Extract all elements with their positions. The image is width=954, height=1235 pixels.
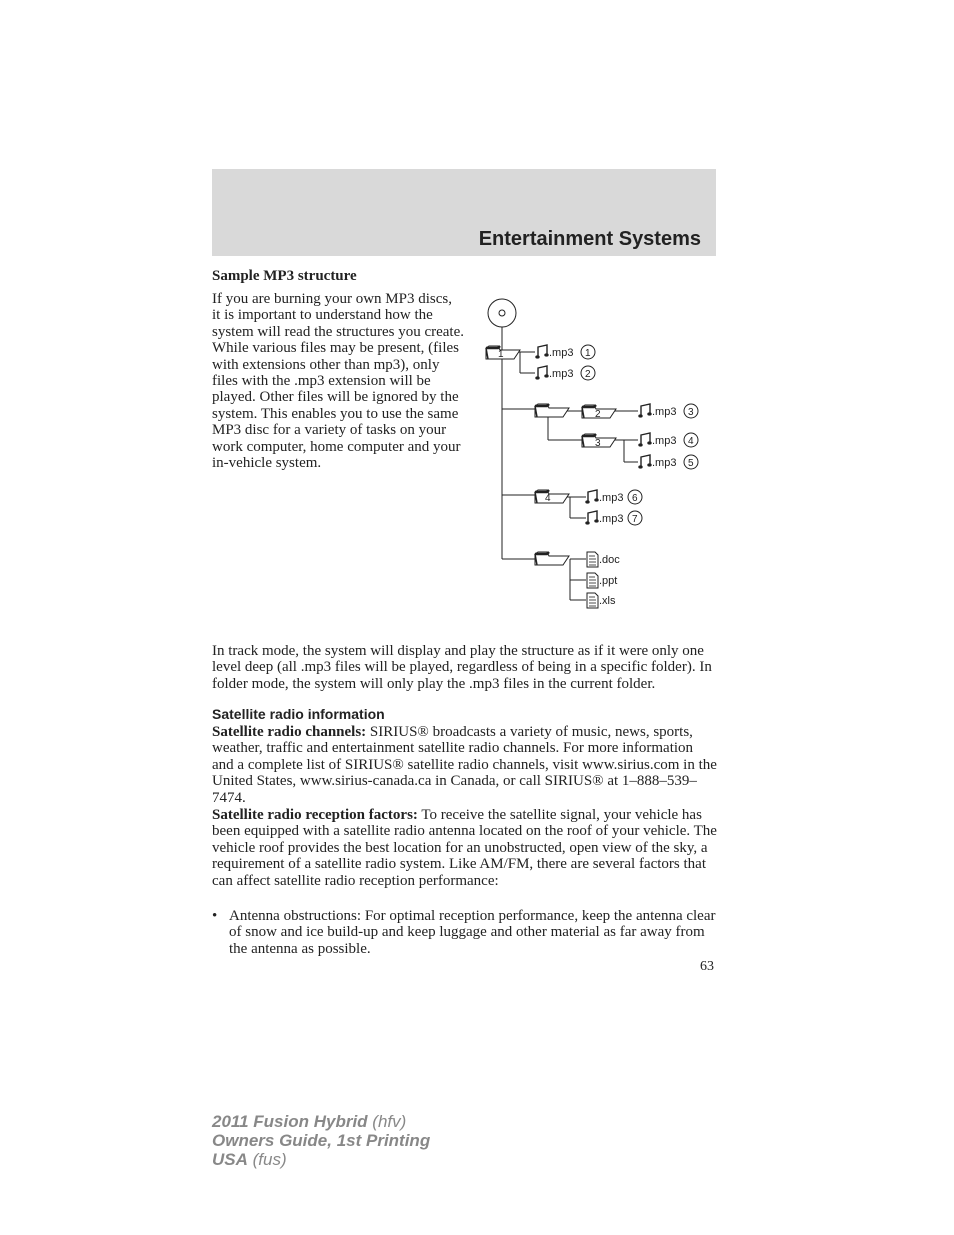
satellite-channels-paragraph (212, 724, 718, 806)
file-ext: .mp3 (549, 347, 574, 359)
intro-paragraph: If you are burning your own MP3 discs, it is important to understand how the system will read the structures you create. While various files may be present, (files with extensions other than mp3), only files with the .mp3 extension will be played. Other files will be ignored by the system. This enables you to use the same MP3 disc for a variety of tasks on your work computer, home computer and your in-vehicle system. (212, 291, 464, 472)
footer-model-code: (hfv) (367, 1112, 407, 1131)
file-number: 1 (585, 348, 591, 359)
folder-label-3: 3 (595, 438, 601, 449)
footer-line-1 (212, 1112, 430, 1131)
mp3-structure-diagram (478, 290, 718, 620)
file-ext: .mp3 (599, 492, 624, 504)
folder-label-2: 2 (595, 409, 601, 420)
bullet-dot: • (212, 908, 218, 924)
folder-icon (535, 404, 569, 417)
file-ext: .mp3 (652, 435, 677, 447)
satellite-heading: Satellite radio information (212, 706, 385, 722)
footer-line-2 (212, 1131, 430, 1150)
doc-ext: .xls (599, 595, 616, 607)
file-ext: .mp3 (549, 368, 574, 380)
satellite-reception-paragraph (212, 807, 718, 889)
file-ext: .mp3 (652, 406, 677, 418)
sample-mp3-heading: Sample MP3 structure (212, 268, 357, 284)
file-number: 6 (632, 493, 638, 504)
footer (212, 1112, 430, 1169)
page-section-title: Entertainment Systems (478, 228, 701, 250)
footer-market: USA (212, 1150, 248, 1169)
file-number: 3 (688, 407, 694, 418)
bullet-text: Antenna obstructions: For optimal reception performance, keep the antenna clear of snow and ice build-up and keep luggage and other material as far away from the antenna as possible. (229, 908, 716, 957)
footer-line-3 (212, 1150, 430, 1169)
satellite-channels-label: Satellite radio channels: (212, 724, 367, 740)
folder-label-1: 1 (498, 349, 504, 360)
music-note-icon (535, 345, 548, 359)
music-note-icon (638, 455, 651, 469)
file-number: 7 (632, 514, 638, 525)
header-band (212, 169, 716, 256)
doc-ext: .doc (599, 554, 620, 566)
track-mode-paragraph: In track mode, the system will display and play the structure as if it were only one level deep (all .mp3 files will be played, regardless of being in a specific folder). In folder mode, the system will only play the .mp3 files in the current folder. (212, 643, 712, 692)
document-icon (587, 593, 598, 608)
footer-guide: Owners Guide, 1st Printing (212, 1131, 431, 1150)
music-note-icon (638, 404, 651, 418)
satellite-channels-text: SIRIUS® broadcasts a variety of music, news, sports, weather, traffic and entertainment satellite radio channels. For more information and a complete list of SIRIUS® satellite radio channels, visit www.sirius.com in the United States, www.sirius-canada.ca in Canada, or call SIRIUS® at 1–888–539–7474. (212, 724, 717, 806)
satellite-reception-label: Satellite radio reception factors: (212, 807, 418, 823)
music-note-icon (585, 511, 598, 525)
footer-model: 2011 Fusion Hybrid (212, 1112, 368, 1131)
folder-icon (535, 490, 569, 503)
file-number: 4 (688, 436, 694, 447)
satellite-reception-text: To receive the satellite signal, your vehicle has been equipped with a satellite radio antenna located on the roof of your vehicle. The vehicle roof provides the best location for an unobstructed, open view of the sky, a requirement of a satellite radio system. Like AM/FM, there are several factors that can affect satellite radio reception performance: (212, 807, 717, 889)
document-icon (587, 573, 598, 588)
music-note-icon (638, 433, 651, 447)
disc-icon (488, 299, 516, 327)
music-note-icon (535, 366, 548, 380)
file-ext: .mp3 (652, 457, 677, 469)
folder-icon (535, 552, 569, 565)
music-note-icon (585, 490, 598, 504)
file-number: 5 (688, 458, 694, 469)
file-ext: .mp3 (599, 513, 624, 525)
footer-market-code: (fus) (247, 1150, 287, 1169)
folder-label-4: 4 (545, 493, 551, 504)
page-number: 63 (700, 959, 714, 974)
document-icon (587, 552, 598, 567)
file-number: 2 (585, 369, 591, 380)
doc-ext: .ppt (599, 575, 618, 587)
